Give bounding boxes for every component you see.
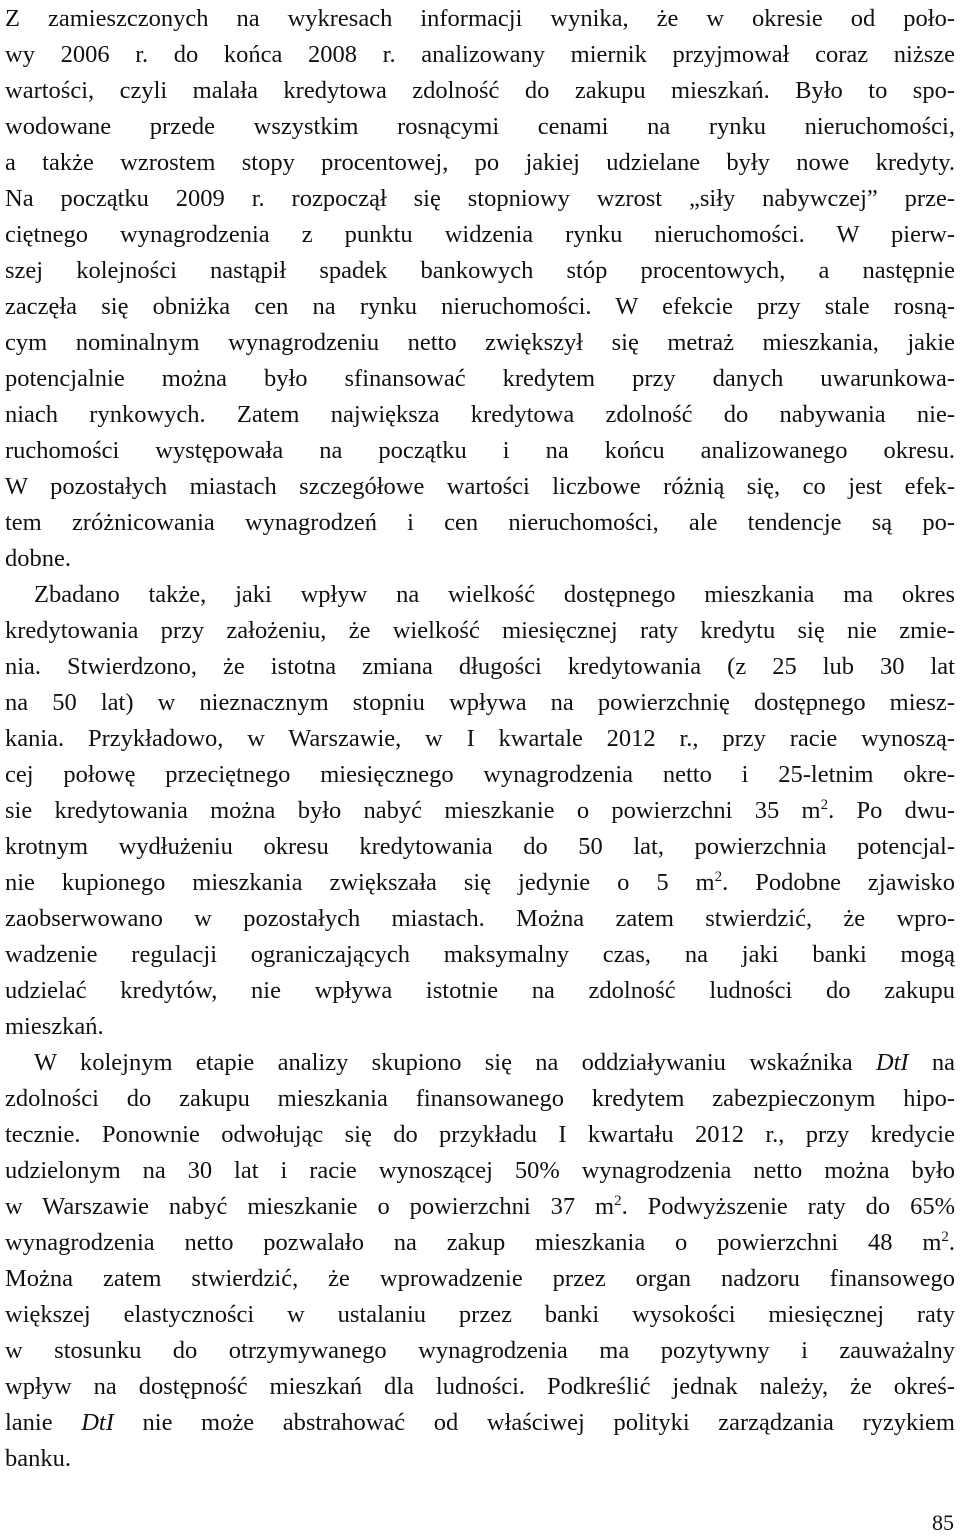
text-line: Zbadano także, jaki wpływ na wielkość dostępnego mieszkania ma okres — [34, 581, 955, 608]
page-number: 85 — [932, 1510, 954, 1535]
text-run: sie kredytowania można było nabyć mieszkanie o powierzchni 35 m — [5, 797, 821, 824]
text-line: większej elastyczności w ustalaniu przez banki wysokości miesięcznej raty — [5, 1301, 955, 1328]
text-line: banku. — [5, 1445, 71, 1472]
text-line: potencjalnie można było sfinansować kredytem przy danych uwarunkowa- — [5, 365, 955, 392]
text-run: na — [908, 1049, 955, 1076]
text-line: cej połowę przeciętnego miesięcznego wynagrodzenia netto i 25-letnim okre- — [5, 761, 955, 788]
text-line: cym nominalnym wynagrodzeniu netto zwiększył się metraż mieszkania, jakie — [5, 329, 955, 356]
text-line: udzielać kredytów, nie wpływa istotnie na zdolność ludności do zakupu — [5, 977, 955, 1004]
text-line — [34, 1045, 955, 1081]
italic-term: DtI — [81, 1409, 114, 1436]
text-line: wadzenie regulacji ograniczających maksymalny czas, na jaki banki mogą — [5, 941, 955, 968]
text-line — [5, 1225, 955, 1261]
text-line: kredytowania przy założeniu, że wielkość miesięcznej raty kredytu się nie zmie- — [5, 617, 955, 644]
text-line: niach rynkowych. Zatem największa kredytowa zdolność do nabywania nie- — [5, 401, 955, 428]
text-line: wartości, czyli malała kredytowa zdolność do zakupu mieszkań. Było to spo- — [5, 77, 955, 104]
text-line — [5, 865, 955, 901]
text-line: ciętnego wynagrodzenia z punktu widzenia rynku nieruchomości. W pierw- — [5, 221, 955, 248]
text-run: W kolejnym etapie analizy skupiono się na oddziaływaniu wskaźnika — [34, 1049, 876, 1076]
text-line: zaczęła się obniżka cen na rynku nieruchomości. W efekcie przy stale rosną- — [5, 293, 955, 320]
text-line — [5, 793, 955, 829]
text-line: a także wzrostem stopy procentowej, po jakiej udzielane były nowe kredyty. — [5, 149, 955, 176]
superscript: 2 — [820, 797, 829, 813]
text-line: na 50 lat) w nieznacznym stopniu wpływa na powierzchnię dostępnego miesz- — [5, 689, 955, 716]
text-line — [5, 1405, 955, 1441]
text-line: szej kolejności nastąpił spadek bankowych stóp procentowych, a następnie — [5, 257, 955, 284]
text-run: lanie — [5, 1409, 82, 1436]
superscript: 2 — [941, 1229, 949, 1245]
text-line: wpływ na dostępność mieszkań dla ludności. Podkreślić jednak należy, że okreś- — [5, 1373, 955, 1400]
text-line: dobne. — [5, 545, 71, 572]
text-line — [5, 1189, 955, 1225]
text-line: kania. Przykładowo, w Warszawie, w I kwartale 2012 r., przy racie wynoszą- — [5, 725, 955, 752]
text-run: nie może abstrahować od właściwej polityki zarządzania ryzykiem — [113, 1409, 955, 1436]
text-line: nia. Stwierdzono, że istotna zmiana długości kredytowania (z 25 lub 30 lat — [5, 653, 955, 680]
superscript: 2 — [714, 869, 723, 885]
text-line: W pozostałych miastach szczegółowe wartości liczbowe różnią się, co jest efek- — [5, 473, 955, 500]
text-line: zdolności do zakupu mieszkania finansowanego kredytem zabezpieczonym hipo- — [5, 1085, 955, 1112]
superscript: 2 — [614, 1193, 622, 1209]
text-run: . Podobne zjawisko — [722, 869, 955, 896]
text-line: Z zamieszczonych na wykresach informacji wynika, że w okresie od poło- — [5, 5, 955, 32]
text-line: wodowane przede wszystkim rosnącymi cenami na rynku nieruchomości, — [5, 113, 955, 140]
italic-term: DtI — [875, 1049, 909, 1076]
text-line: mieszkań. — [5, 1013, 104, 1040]
text-line: krotnym wydłużeniu okresu kredytowania do 50 lat, powierzchnia potencjal- — [5, 833, 955, 860]
text-line: Można zatem stwierdzić, że wprowadzenie przez organ nadzoru finansowego — [5, 1265, 955, 1292]
text-run: w Warszawie nabyć mieszkanie o powierzchni 37 m — [5, 1193, 615, 1220]
text-run: . Podwyższenie raty do 65% — [621, 1193, 956, 1220]
text-line: w stosunku do otrzymywanego wynagrodzenia ma pozytywny i zauważalny — [5, 1337, 955, 1364]
text-line: ruchomości występowała na początku i na końcu analizowanego okresu. — [5, 437, 955, 464]
text-run: nie kupionego mieszkania zwiększała się jedynie o 5 m — [5, 869, 715, 896]
text-line: Na początku 2009 r. rozpoczął się stopniowy wzrost „siły nabywczej” prze- — [5, 185, 955, 212]
text-line: tem zróżnicowania wynagrodzeń i cen nieruchomości, ale tendencje są po- — [5, 509, 955, 536]
text-line: tecznie. Ponownie odwołując się do przykładu I kwartału 2012 r., przy kredycie — [5, 1121, 955, 1148]
text-line: zaobserwowano w pozostałych miastach. Można zatem stwierdzić, że wpro- — [5, 905, 955, 932]
text-run: . Po dwu- — [828, 797, 955, 824]
text-line: wy 2006 r. do końca 2008 r. analizowany miernik przyjmował coraz niższe — [5, 41, 955, 68]
text-run: . — [948, 1229, 955, 1256]
text-run: wynagrodzenia netto pozwalało na zakup mieszkania o powierzchni 48 m — [5, 1229, 942, 1256]
text-line: udzielonym na 30 lat i racie wynoszącej 50% wynagrodzenia netto można było — [5, 1157, 955, 1184]
